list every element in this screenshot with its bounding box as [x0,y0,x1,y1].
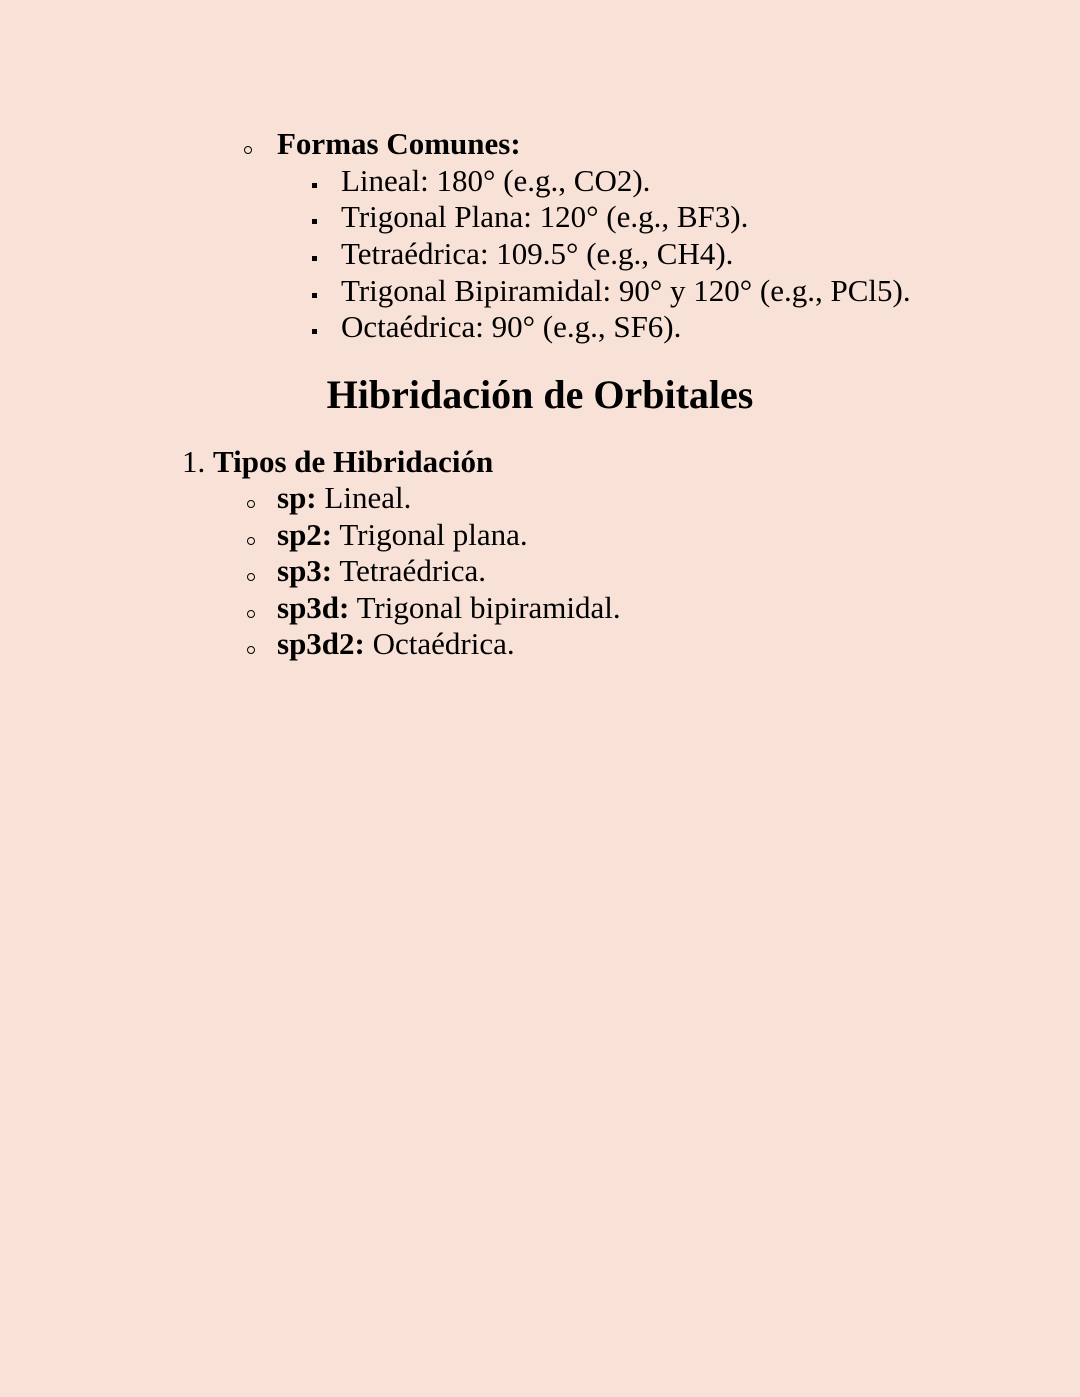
tipos-desc: Trigonal bipiramidal. [349,590,621,625]
formas-item: Octaédrica: 90° (e.g., SF6). [341,309,682,344]
square-bullet-icon [312,183,317,188]
formas-item: Trigonal Plana: 120° (e.g., BF3). [341,199,749,234]
square-bullet-icon [312,293,317,298]
numbered-item [182,444,493,480]
square-bullet-icon [312,256,317,261]
tipos-desc: Trigonal plana. [332,517,528,552]
circle-bullet-icon [247,610,255,618]
circle-bullet-icon [247,573,255,581]
tipos-term: sp3: [277,553,333,588]
square-bullet-icon [312,329,317,334]
tipos-desc: Tetraédrica. [332,553,487,588]
tipos-term: sp2: [277,517,333,552]
tipos-item [277,480,411,516]
tipos-desc: Lineal. [316,480,412,515]
tipos-term: sp: [277,480,317,515]
tipos-term: sp3d2: [277,626,365,661]
circle-bullet-icon [247,646,255,654]
tipos-item [277,590,621,626]
circle-bullet-icon [247,537,255,545]
tipos-desc: Octaédrica. [364,626,515,661]
circle-bullet-icon [247,500,255,508]
formas-title: Formas Comunes: [277,126,521,161]
tipos-item [277,553,486,589]
circle-bullet-icon [244,146,252,154]
section-heading: Hibridación de Orbitales [326,372,754,417]
tipos-item [277,626,515,662]
formas-item: Trigonal Bipiramidal: 90° y 120° (e.g., PCl5). [341,273,911,308]
formas-item: Lineal: 180° (e.g., CO2). [341,163,651,198]
item-number: 1. [182,444,206,479]
formas-item: Tetraédrica: 109.5° (e.g., CH4). [341,236,734,271]
tipos-term: sp3d: [277,590,350,625]
square-bullet-icon [312,219,317,224]
tipos-title: Tipos de Hibridación [213,444,494,479]
tipos-item [277,517,528,553]
